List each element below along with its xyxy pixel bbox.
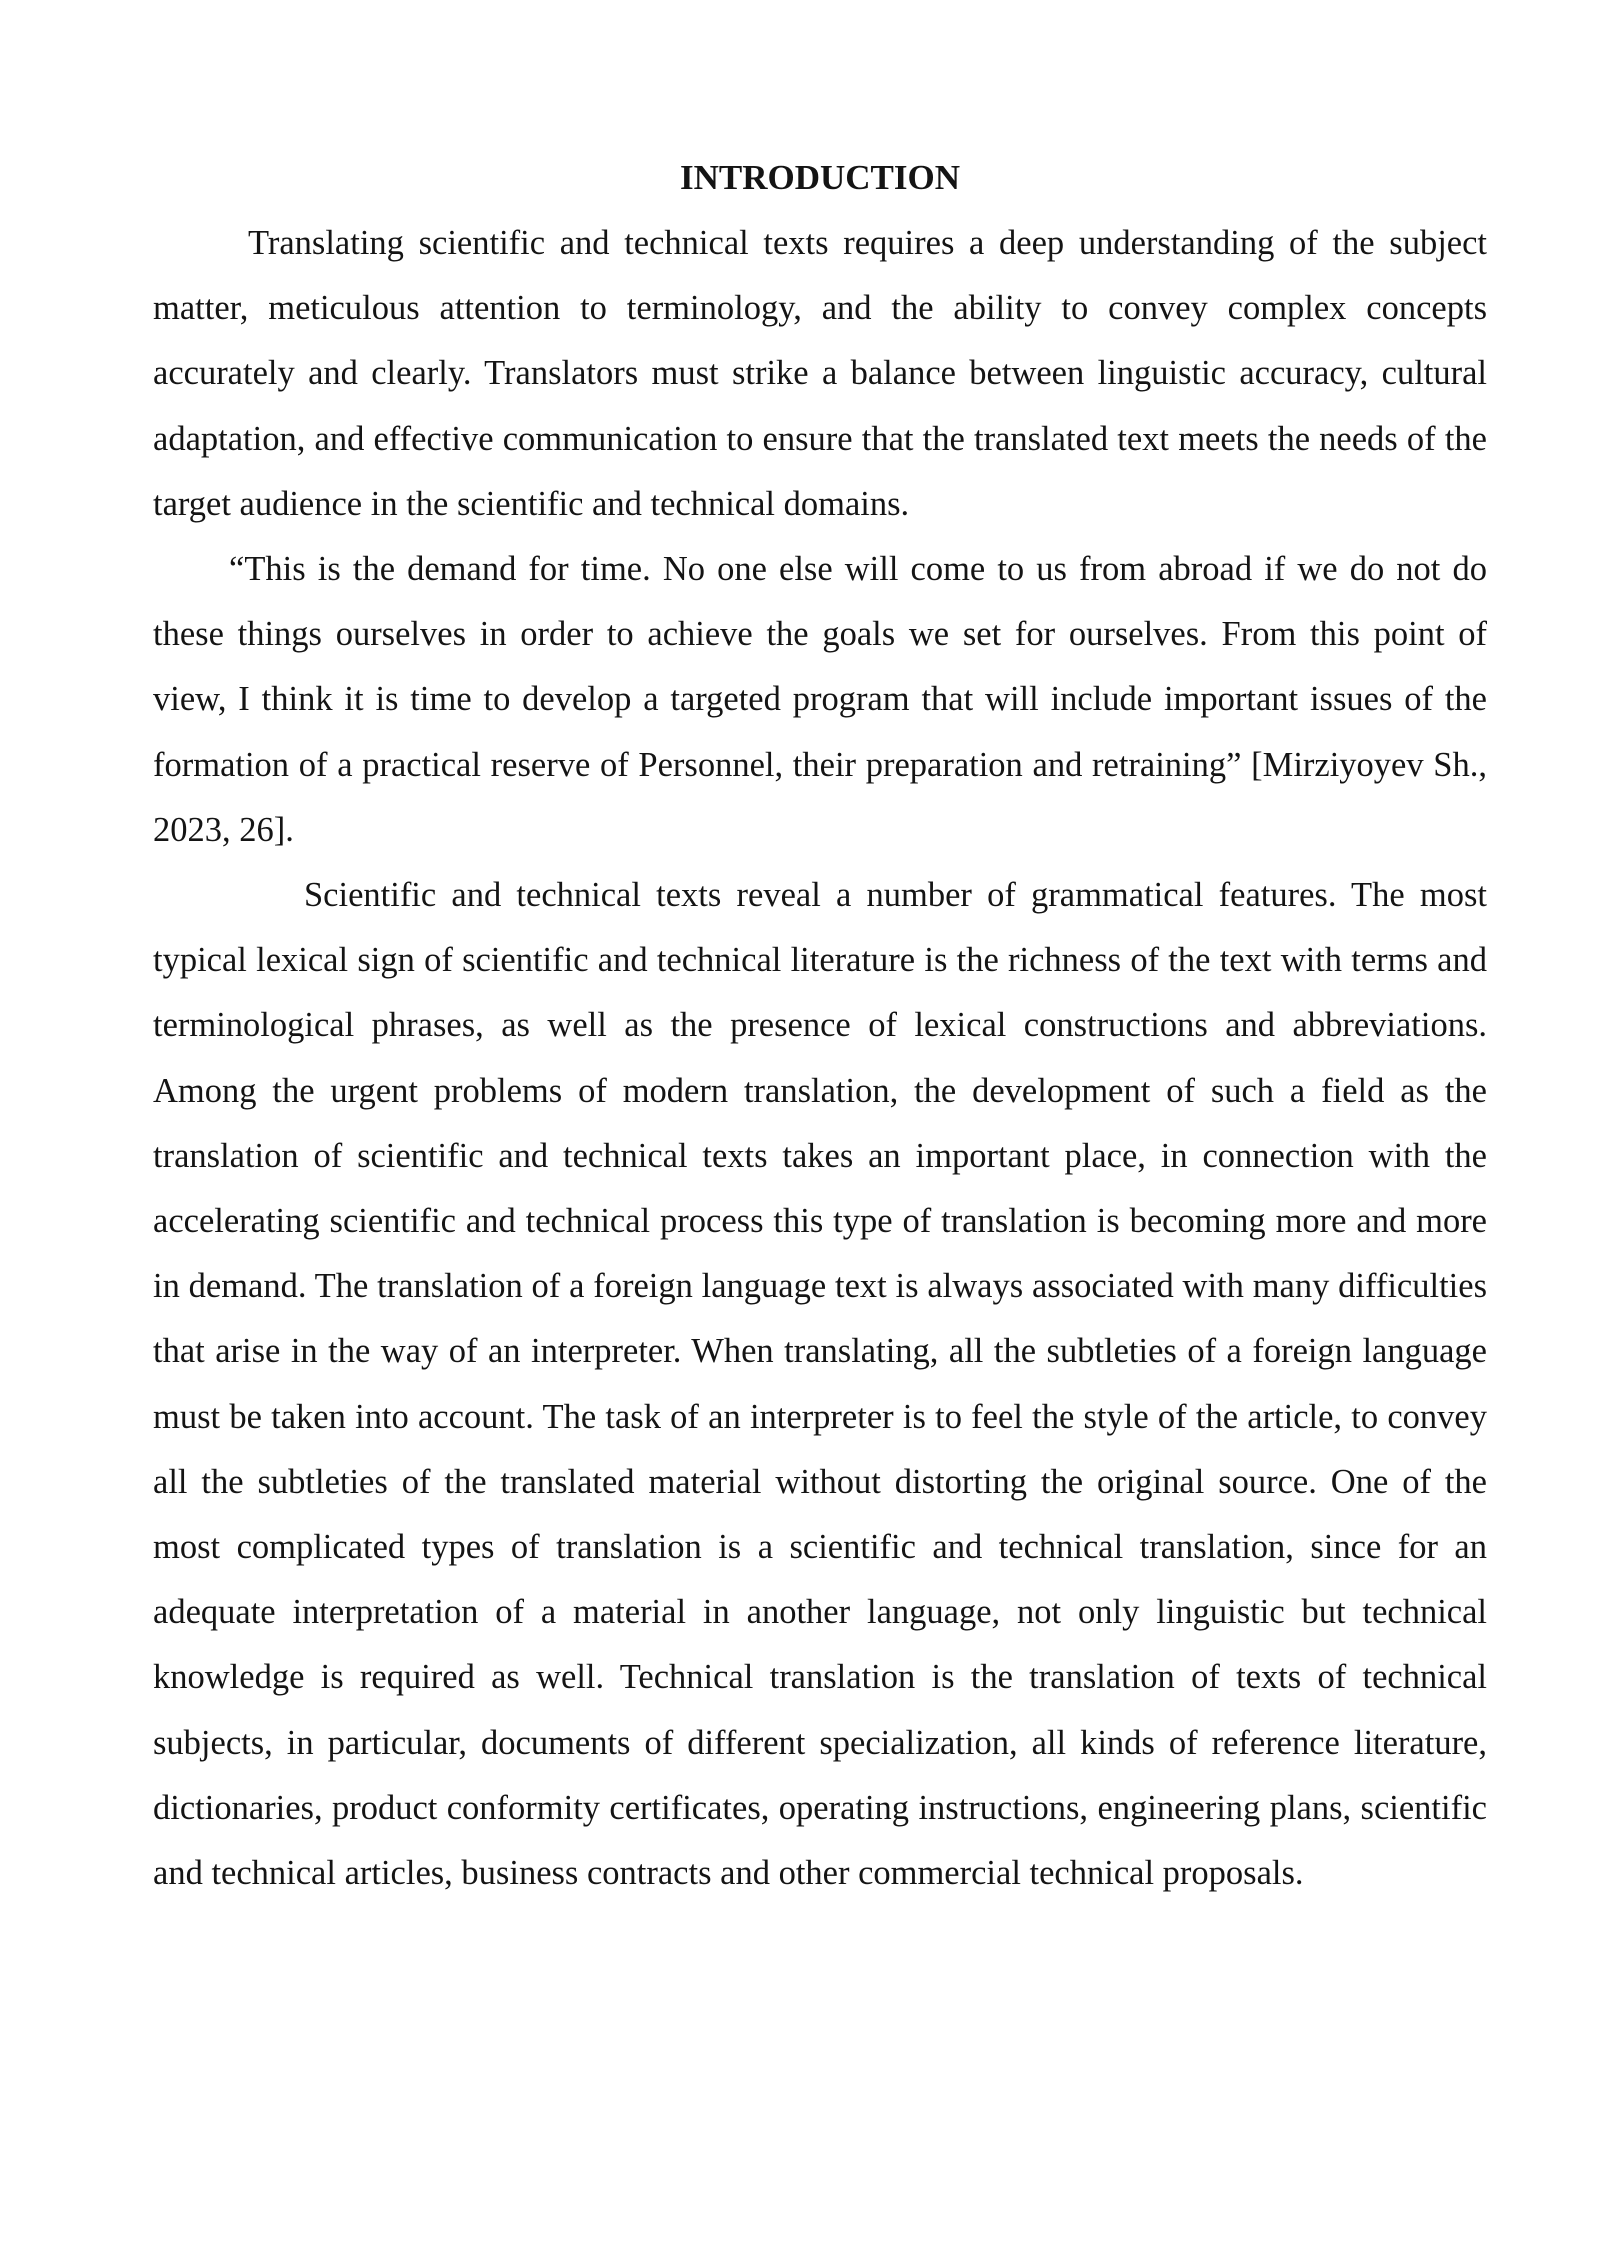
section-title: INTRODUCTION — [679, 158, 961, 197]
page-content — [153, 148, 1487, 1906]
paragraph-intro: Translating scientific and technical texts requires a deep understanding of the subject matter, meticulous attention to terminology, and the ability to convey complex concepts accurately and clearly. Translators must strike a balance between linguistic accuracy, cultural adaptation, and effective communication to ensure that the translated text meets the needs of the target audience in the scientific and technical domains. — [153, 224, 1487, 523]
paragraph-quote: “This is the demand for time. No one else will come to us from abroad if we do not do these things ourselves in order to achieve the goals we set for ourselves. From this point of view, I think it is time to develop a targeted program that will include important issues of the formation of a practical reserve of Personnel, their preparation and retraining” [Mirziyoyev Sh., 2023, 26]. — [153, 550, 1487, 849]
paragraph-main: Scientific and technical texts reveal a number of grammatical features. The most typical lexical sign of scientific and technical literature is the richness of the text with terms and terminological phrases, as well as the presence of lexical constructions and abbreviations. Among the urgent problems of modern translation, the development of such a field as the translation of scientific and technical texts takes an important place, in connection with the accelerating scientific and technical process this type of translation is becoming more and more in demand. The translation of a foreign language text is always associated with many difficulties that arise in the way of an interpreter. When translating, all the subtleties of a foreign language must be taken into account. The task of an interpreter is to feel the style of the article, to convey all the subtleties of the translated material without distorting the original source. One of the most complicated types of translation is a scientific and technical translation, since for an adequate interpretation of a material in another language, not only linguistic but technical knowledge is required as well. Technical translation is the translation of texts of technical subjects, in particular, documents of different specialization, all kinds of reference literature, dictionaries, product conformity certificates, operating instructions, engineering plans, scientific and technical articles, business contracts and other commercial technical proposals. — [153, 876, 1487, 1893]
